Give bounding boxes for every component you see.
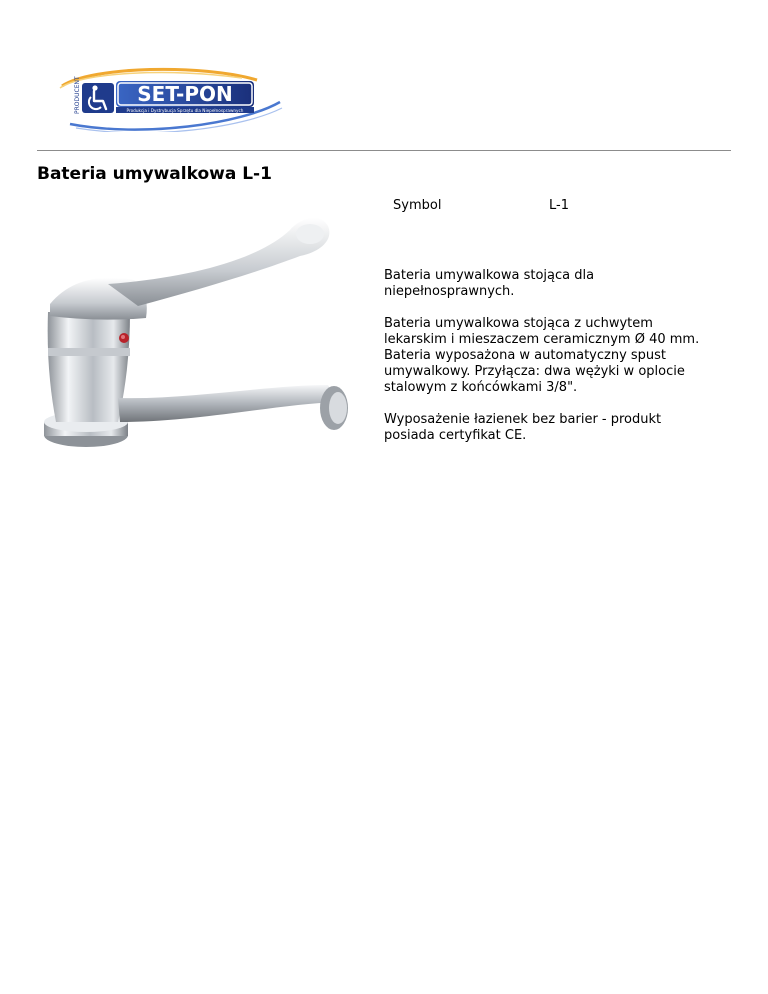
symbol-label: Symbol [393,198,442,213]
product-photo-faucet [38,200,358,475]
set-pon-logo [52,66,284,132]
producer-label: PRODUCENT [74,76,81,114]
header-divider [37,150,731,151]
brand-name: SET-PON [137,82,233,106]
symbol-value: L-1 [549,198,569,213]
brand-tagline: Produkcja i Dystrybucja Sprzętu dla Niepełnosprawnych [126,108,244,113]
description-paragraph: Bateria umywalkowa stojąca z uchwytem lekarskim i mieszaczem ceramicznym Ø 40 mm. Bateria wyposażona w automatyczny spust umywalkowy. Przyłącza: dwa wężyki w oplocie stalowym z końcówkami 3/8". [384,316,700,395]
page-title: Bateria umywalkowa L-1 [37,164,272,184]
description-paragraph: Bateria umywalkowa stojąca dla niepełnosprawnych. [384,268,595,299]
description-paragraph: Wyposażenie łazienek bez barier - produkt posiada certyfikat CE. [384,412,662,443]
product-description [384,268,714,460]
